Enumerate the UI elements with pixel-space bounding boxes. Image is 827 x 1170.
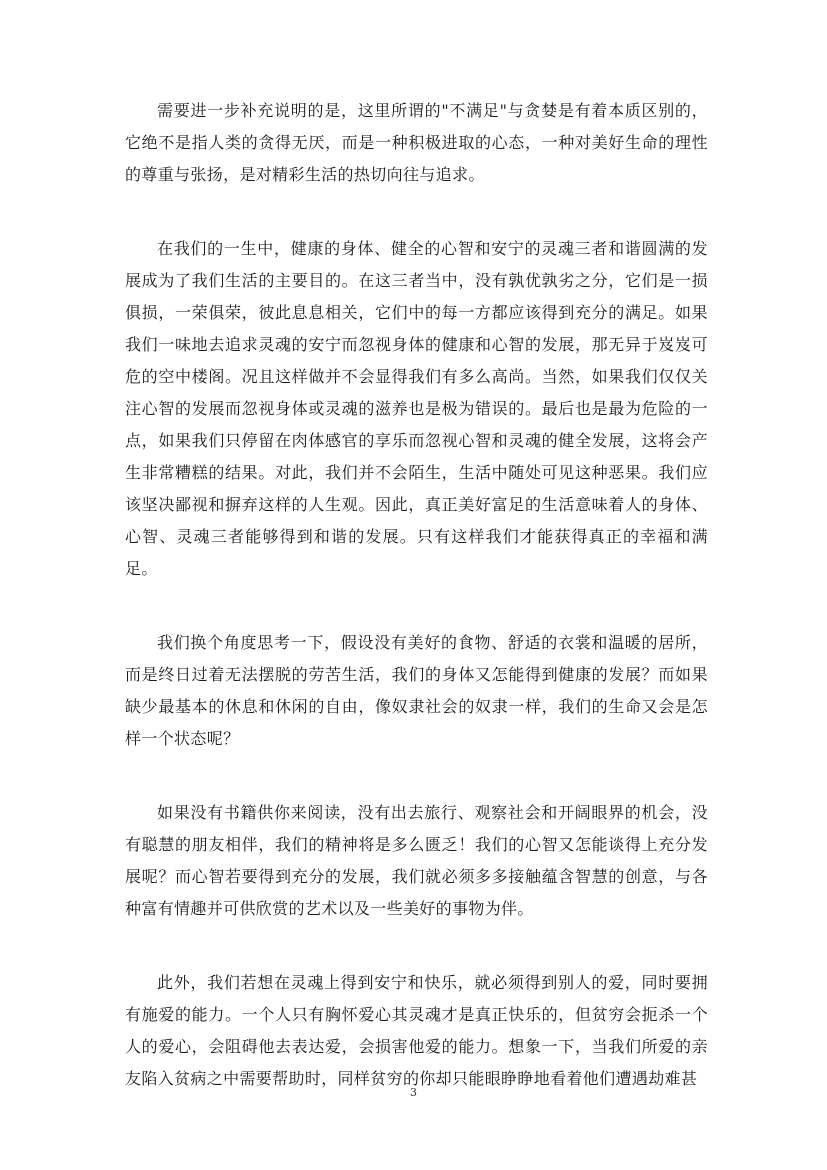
document-body bbox=[125, 95, 708, 1095]
paragraph-2: 在我们的一生中，健康的身体、健全的心智和安宁的灵魂三者和谐圆满的发展成为了我们生活的主要目的。在这三者当中，没有孰优孰劣之分，它们是一损俱损，一荣俱荣，彼此息息相关，它们中的每一方都应该得到充分的满足。如果我们一味地去追求灵魂的安宁而忽视身体的健康和心智的发展，那无异于岌岌可危的空中楼阁。况且这样做并不会显得我们有多么高尚。当然，如果我们仅仅关注心智的发展而忽视身体或灵魂的滋养也是极为错误的。最后也是最为危险的一点，如果我们只停留在肉体感官的享乐而忽视心智和灵魂的健全发展，这将会产生非常糟糕的结果。对此，我们并不会陌生，生活中随处可见这种恶果。我们应该坚决鄙视和摒弃这样的人生观。因此，真正美好富足的生活意味着人的身体、心智、灵魂三者能够得到和谐的发展。只有这样我们才能获得真正的幸福和满足。 bbox=[125, 239, 708, 578]
paragraph-5: 此外，我们若想在灵魂上得到安宁和快乐，就必须得到别人的爱，同时要拥有施爱的能力。一个人只有胸怀爱心其灵魂才是真正快乐的，但贫穷会扼杀一个人的爱心，会阻碍他去表达爱，会损害他爱的能力。想象一下，当我们所爱的亲友陷入贫病之中需要帮助时，同样贫穷的你却只能眼睁睁地看着他们遭遇劫难甚 bbox=[125, 973, 708, 1088]
paragraph-3: 我们换个角度思考一下，假设没有美好的食物、舒适的衣裳和温暖的居所，而是终日过着无法摆脱的劳苦生活，我们的身体又怎能得到健康的发展？而如果缺少最基本的休息和休闲的自由，像奴隶社会的奴隶一样，我们的生命又会是怎样一个状态呢？ bbox=[125, 633, 708, 748]
page-number: 3 bbox=[410, 1086, 417, 1099]
paragraph-1: 需要进一步补充说明的是，这里所谓的"不满足"与贪婪是有着本质区别的，它绝不是指人类的贪得无厌，而是一种积极进取的心态，一种对美好生命的理性的尊重与张扬，是对精彩生活的热切向往与追求。 bbox=[125, 101, 708, 184]
paragraph-4: 如果没有书籍供你来阅读，没有出去旅行、观察社会和开阔眼界的机会，没有聪慧的朋友相伴，我们的精神将是多么匮乏！我们的心智又怎能谈得上充分发展呢？而心智若要得到充分的发展，我们就必须多多接触蕴含智慧的创意，与各种富有情趣并可供欣赏的艺术以及一些美好的事物为伴。 bbox=[125, 803, 708, 918]
